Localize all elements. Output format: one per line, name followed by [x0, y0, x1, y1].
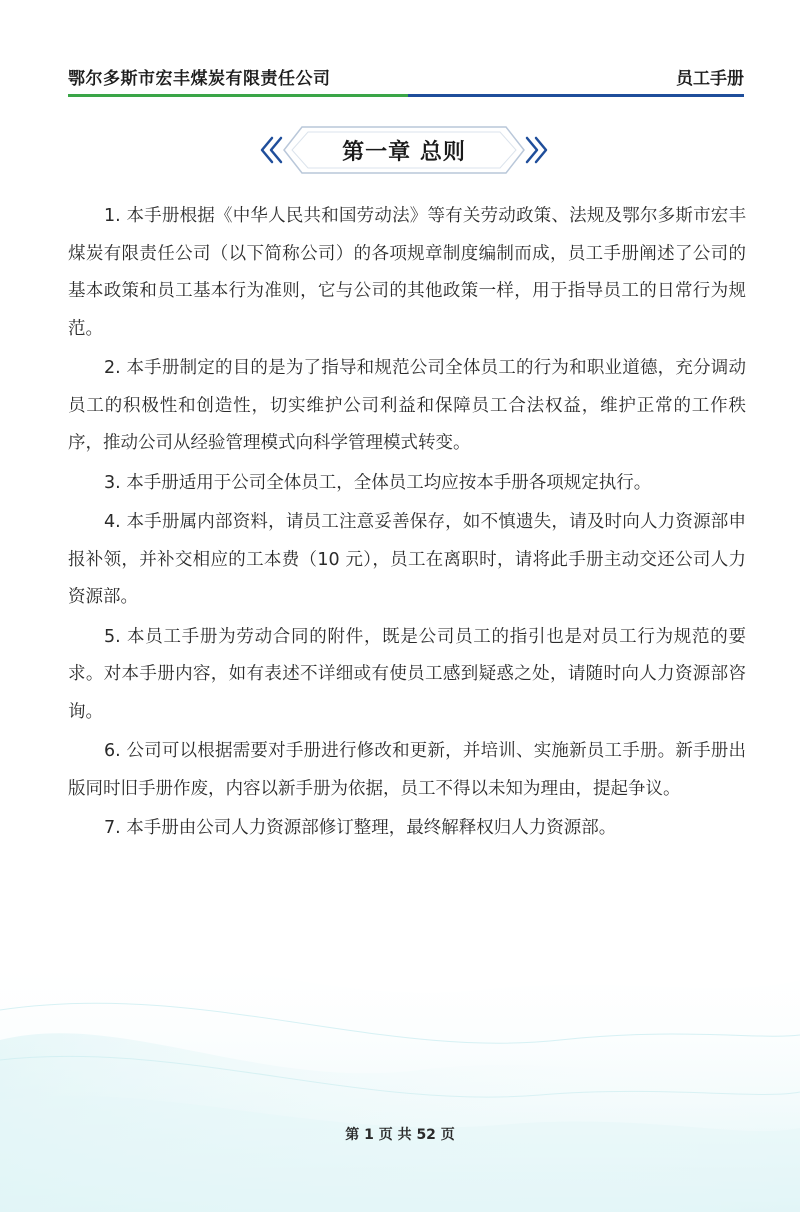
- document-title: 员工手册: [676, 69, 744, 89]
- chapter-banner: [258, 122, 550, 178]
- chapter-content: [68, 198, 746, 850]
- header-divider-blue: [408, 94, 744, 97]
- chapter-title: 第一章 总则: [342, 140, 466, 165]
- paragraph-7: 7. 本手册由公司人力资源部修订整理，最终解释权归人力资源部。: [104, 818, 617, 838]
- header-divider-green: [68, 94, 408, 97]
- page-number: 第 1 页 共 52 页: [345, 1127, 455, 1143]
- header-divider: [68, 94, 744, 97]
- page-header: [68, 62, 744, 96]
- paragraph-1: 1. 本手册根据《中华人民共和国劳动法》等有关劳动政策、法规及鄂尔多斯市宏丰煤炭有限责任公司（以下简称公司）的各项规章制度编制而成，员工手册阐述了公司的基本政策和员工基本行为准则，它与公司的其他政策一样，用于指导员工的日常行为规范。: [68, 206, 746, 339]
- company-name: 鄂尔多斯市宏丰煤炭有限责任公司: [68, 69, 331, 89]
- paragraph-5: 5. 本员工手册为劳动合同的附件，既是公司员工的指引也是对员工行为规范的要求。对本手册内容，如有表述不详细或有使员工感到疑惑之处，请随时向人力资源部咨询。: [68, 626, 746, 722]
- paragraph-3: 3. 本手册适用于公司全体员工，全体员工均应按本手册各项规定执行。: [104, 472, 652, 493]
- paragraph-4: 4. 本手册属内部资料，请员工注意妥善保存，如不慎遗失，请及时向人力资源部申报补领，并补交相应的工本费（10 元），员工在离职时，请将此手册主动交还公司人力资源部。: [68, 512, 746, 607]
- paragraph-6: 6. 公司可以根据需要对手册进行修改和更新，并培训、实施新员工手册。新手册出版同时旧手册作废，内容以新手册为依据，员工不得以未知为理由，提起争议。: [68, 741, 746, 799]
- paragraph-2: 2. 本手册制定的目的是为了指导和规范公司全体员工的行为和职业道德，充分调动员工的积极性和创造性，切实维护公司利益和保障员工合法权益，维护正常的工作秩序，推动公司从经验管理模式向科学管理模式转变。: [68, 358, 746, 453]
